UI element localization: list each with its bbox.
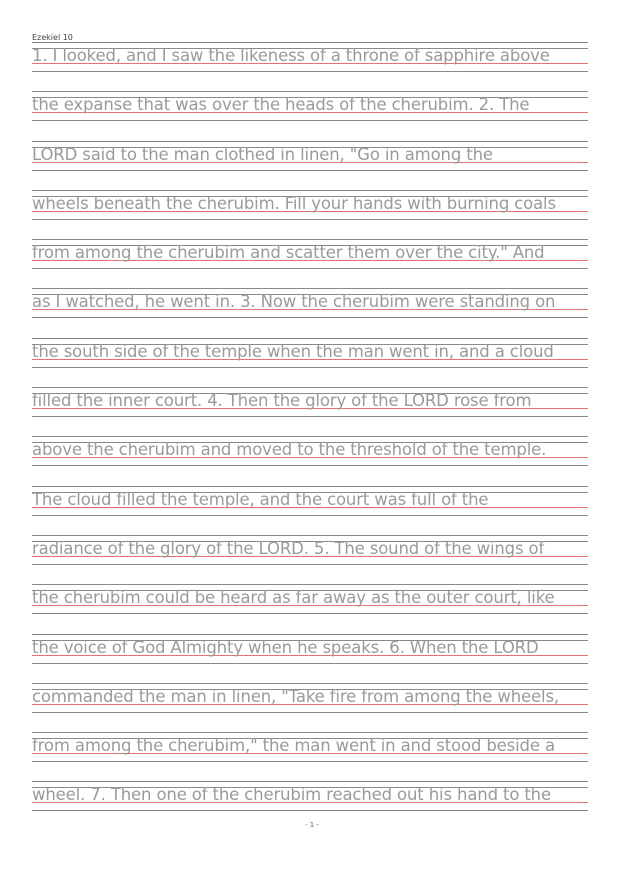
tracing-text-line: the south side of the temple when the man went in, and a cloud (32, 341, 554, 361)
descender-rule (32, 367, 588, 368)
tracing-text-line: the cherubim could be heard as far away as the outer court, like (32, 588, 555, 608)
tracing-text-line: above the cherubim and moved to the threshold of the temple. (32, 440, 547, 460)
descender-rule (32, 268, 588, 269)
descender-rule (32, 613, 588, 614)
top-rule (32, 634, 588, 635)
descender-rule (32, 465, 588, 466)
tracing-text-line: radiance of the glory of the LORD. 5. The sound of the wings of (32, 538, 545, 558)
descender-rule (32, 317, 588, 318)
writing-row (32, 42, 588, 91)
writing-row (32, 91, 588, 140)
top-rule (32, 535, 588, 536)
descender-rule (32, 564, 588, 565)
descender-rule (32, 663, 588, 664)
writing-row (32, 436, 588, 485)
top-rule (32, 436, 588, 437)
descender-rule (32, 761, 588, 762)
descender-rule (32, 810, 588, 811)
descender-rule (32, 219, 588, 220)
top-rule (32, 42, 588, 43)
page-header-title: Ezekiel 10 (32, 33, 73, 42)
writing-row (32, 387, 588, 436)
writing-row (32, 338, 588, 387)
writing-row (32, 535, 588, 584)
page-number: - 1 - (305, 821, 319, 829)
top-rule (32, 781, 588, 782)
top-rule (32, 387, 588, 388)
top-rule (32, 239, 588, 240)
writing-row (32, 732, 588, 781)
tracing-text-line: 1. I looked, and I saw the likeness of a throne of sapphire above (32, 46, 550, 65)
descender-rule (32, 712, 588, 713)
top-rule (32, 338, 588, 339)
tracing-text-line: as I watched, he went in. 3. Now the cherubim were standing on (32, 292, 556, 312)
tracing-text-line: filled the inner court. 4. Then the glory of the LORD rose from (32, 391, 532, 411)
descender-rule (32, 515, 588, 516)
top-rule (32, 190, 588, 191)
writing-row (32, 486, 588, 535)
writing-row (32, 683, 588, 732)
tracing-text-line: LORD said to the man clothed in linen, "Go in among the (32, 144, 493, 164)
tracing-text-line: the voice of God Almighty when he speaks. 6. When the LORD (32, 637, 539, 657)
top-rule (32, 683, 588, 684)
descender-rule (32, 170, 588, 171)
tracing-text-line: The cloud filled the temple, and the court was full of the (32, 489, 489, 509)
writing-row (32, 190, 588, 239)
descender-rule (32, 120, 588, 121)
writing-row (32, 584, 588, 633)
handwriting-lines (32, 42, 588, 831)
writing-row (32, 634, 588, 683)
top-rule (32, 141, 588, 142)
descender-rule (32, 416, 588, 417)
tracing-text-line: from among the cherubim and scatter them over the city." And (32, 243, 545, 263)
top-rule (32, 732, 588, 733)
top-rule (32, 91, 588, 92)
writing-row (32, 288, 588, 337)
top-rule (32, 486, 588, 487)
tracing-text-line: wheels beneath the cherubim. Fill your hands with burning coals (32, 193, 556, 213)
tracing-text-line: wheel. 7. Then one of the cherubim reached out his hand to the (32, 785, 551, 805)
writing-row (32, 239, 588, 288)
top-rule (32, 288, 588, 289)
tracing-text-line: commanded the man in linen, "Take fire from among the wheels, (32, 686, 560, 706)
descender-rule (32, 71, 588, 72)
writing-row (32, 141, 588, 190)
tracing-text-line: the expanse that was over the heads of the cherubim. 2. The (32, 95, 530, 115)
tracing-text-line: from among the cherubim," the man went in and stood beside a (32, 736, 555, 756)
top-rule (32, 584, 588, 585)
